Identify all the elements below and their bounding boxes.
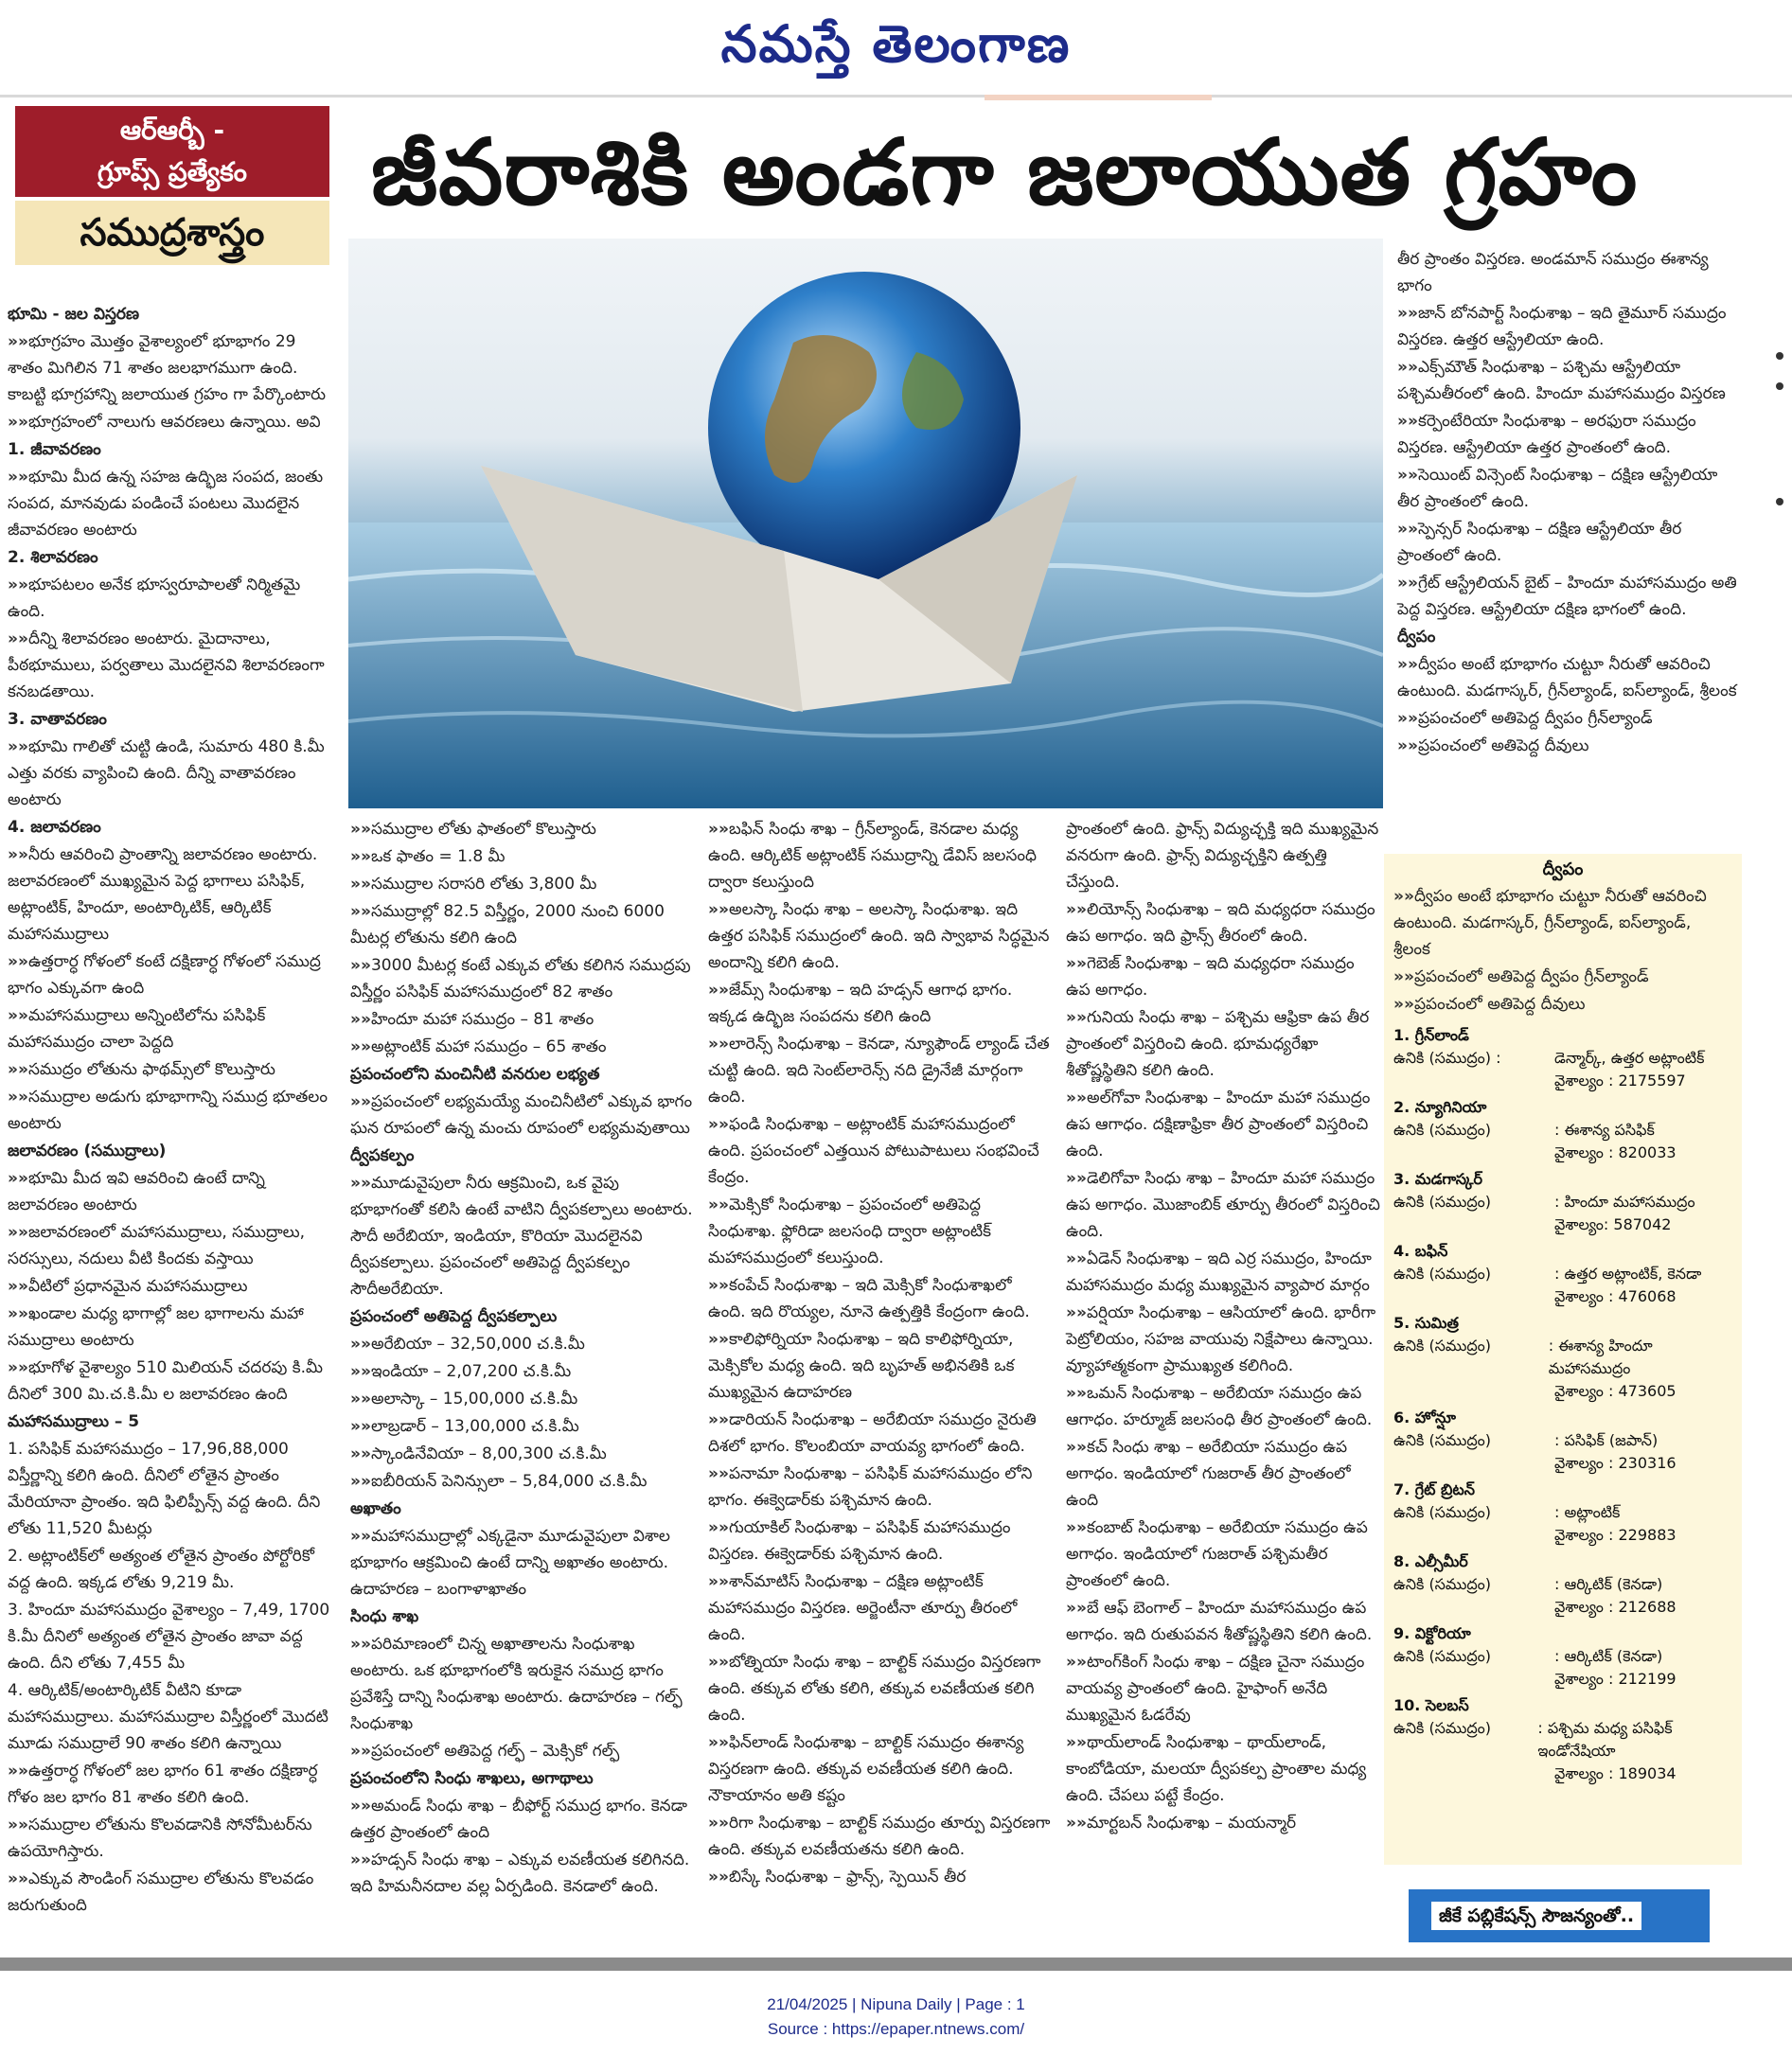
island-location: డెన్మార్క్, ఉత్తర అట్లాంటిక్	[1554, 1049, 1705, 1067]
paragraph: »» శాన్‌మాటిస్ సింధుశాఖ – దక్షిణ అట్లాంటిక్ మహాసముద్రం విస్తరణ. అర్జెంటీనా తూర్పు తీరంలో ఉంది.	[708, 1568, 1051, 1648]
island-location: : ఆర్కిటిక్ (కెనడా)	[1554, 1575, 1663, 1593]
island-entry	[1393, 1622, 1732, 1691]
article-headline: జీవరాశికి అండగా జలాయుత గ్రహం	[371, 118, 1639, 225]
paragraph: »» బే ఆఫ్ బెంగాల్ – హిందూ మహాసముద్రం ఉప అగాధం. ఇది రుతుపవన శీతోష్ణస్థితిని కలిగి ఉంది.	[1066, 1595, 1380, 1648]
island-name: 3. మడగాస్కర్	[1393, 1170, 1482, 1188]
paragraph: »» స్పెన్సర్ సింధుశాఖ – దక్షిణ ఆస్ట్రేలియా తీర ప్రాంతంలో ఉంది.	[1397, 516, 1742, 569]
masthead	[0, 0, 1792, 95]
island-name: 8. ఎల్సీమీర్	[1393, 1552, 1468, 1570]
section-heading: 1. జీవావరణం	[8, 440, 101, 459]
island-entry	[1393, 1168, 1732, 1236]
islands-list	[1384, 1019, 1742, 1785]
paragraph: »» స్కాండినేవియా – 8,00,300 చ.కి.మీ	[350, 1441, 693, 1467]
island-location: : పశ్చిమ మధ్య పసిఫిక్ ఇండోనేషియా	[1537, 1719, 1673, 1760]
paragraph: »» రిగా సింధుశాఖ – బాల్టిక్ సముద్రం తూర్పు విస్తరణగా ఉంది. తక్కువ లవణీయతను కలిగి ఉంది.	[708, 1810, 1051, 1863]
island-location: : పసిఫిక్ (జపాన్)	[1554, 1431, 1659, 1449]
section-heading: అఖాతం	[350, 1499, 401, 1518]
paragraph: »» జేమ్స్ సింధుశాఖ – ఇది హడ్సన్ ఆగాధ భాగం. ఇక్కడ ఉద్భిజ సంపదను కలిగి ఉంది	[708, 977, 1051, 1030]
island-area: వైశాల్యం : 820033	[1554, 1143, 1677, 1161]
paragraph: »» ఎక్స్‌మౌత్ సింధుశాఖ – పశ్చిమ ఆస్ట్రేలియా పశ్చిమతీరంలో ఉంది. హిందూ మహాసముద్రం విస్తరణ	[1397, 354, 1742, 407]
paragraph: »» ఒమన్ సింధుశాఖ – అరేబియా సముద్రం ఉప ఆగాధం. హర్మూజ్ జలసంధి తీర ప్రాంతంలో ఉంది.	[1066, 1380, 1380, 1433]
paragraph: »» ఇండియా – 2,07,200 చ.కి.మీ	[350, 1358, 693, 1385]
paragraph: »» లియోన్స్ సింధుశాఖ – ఇది మధ్యధరా సముద్రం ఉప అగాధం. ఇది ఫ్రాన్స్ తీరంలో ఉంది.	[1066, 896, 1380, 949]
islands-box-title: ద్వీపం	[1542, 859, 1584, 879]
paragraph: »» ఏడెన్ సింధుశాఖ – ఇది ఎర్ర సముద్రం, హిందూ మహాసముద్రం మధ్య ముఖ్యమైన వ్యాపార మార్గం	[1066, 1246, 1380, 1299]
margin-dot	[1776, 498, 1783, 505]
globe-boat-illustration	[348, 239, 1383, 808]
badge-line-2: గ్రూప్స్ ప్రత్యేకం	[97, 156, 247, 187]
paragraph: »» అట్లాంటిక్ మహా సముద్రం – 65 శాతం	[350, 1034, 693, 1060]
paragraph: »» బిస్కే సింధుశాఖ – ఫ్రాన్స్, స్పెయిన్ తీర	[708, 1864, 1051, 1890]
paragraph: ప్రాంతంలో ఉంది. ఫ్రాన్స్ విద్యుచ్ఛక్తి ఇది ముఖ్యమైన వనరుగా ఉంది. ఫ్రాన్స్ విద్యుచ్ఛక్తిని ఉత్పత్తి చేస్తుంది.	[1066, 820, 1379, 892]
paragraph: »» ప్రపంచంలో అతిపెద్ద దీవులు	[1393, 991, 1732, 1018]
paragraph: »» అరేబియా – 32,50,000 చ.కి.మీ	[350, 1331, 693, 1357]
paragraph: »» భూపటలం అనేక భూస్వరూపాలతో నిర్మితమై ఉంది.	[8, 572, 333, 625]
section-heading: 3. వాతావరణం	[8, 710, 107, 729]
island-location-label: ఉనికి (సముద్రం)	[1393, 1193, 1492, 1211]
paragraph: »» ద్వీపం అంటే భూభాగం చుట్టూ నీరుతో ఆవరించి ఉంటుంది. మడగాస్కర్, గ్రీన్‌ల్యాండ్, ఐస్‌ల్యాండ్, శ్రీలంక	[1397, 651, 1742, 704]
paragraph: »» హడ్సన్ సింధు శాఖ – ఎక్కువ లవణీయత కలిగినది. ఇది హిమనీనదాల వల్ల ఏర్పడింది. కెనడాలో ఉంది.	[350, 1847, 693, 1900]
paragraph: »» పనామా సింధుశాఖ – పసిఫిక్ మహాసముద్రం లోని భాగం. ఈక్వెడార్‌కు పశ్చిమాన ఉంది.	[708, 1461, 1051, 1514]
island-area: వైశాల్యం : 229883	[1554, 1526, 1677, 1544]
island-location: : ఆర్కిటిక్ (కెనడా)	[1554, 1647, 1663, 1665]
paragraph: »» ఎక్కువ సౌండింగ్ సముద్రాల లోతును కొలవడం జరుగుతుంది	[8, 1866, 333, 1919]
paragraph: »» సముద్రం లోతును ఫాథమ్స్‌లో కొలుస్తారు	[8, 1056, 333, 1083]
island-location-row	[1393, 1429, 1732, 1452]
island-name: 5. సుమిత్ర	[1393, 1314, 1459, 1332]
island-area: వైశాల్యం: 587042	[1554, 1215, 1672, 1233]
paragraph: »» మహాసముద్రాలు అన్నింటిలోను పసిఫిక్ మహాసముద్రం చాలా పెద్దది	[8, 1002, 333, 1055]
island-location-label: ఉనికి (సముద్రం)	[1393, 1337, 1492, 1355]
island-entry	[1393, 1407, 1732, 1475]
island-name: 10. సెలబస్	[1393, 1696, 1469, 1714]
paragraph: »» ప్రపంచంలో అతిపెద్ద గల్ఫ్ – మెక్సికో గల్ఫ్	[350, 1738, 693, 1764]
paragraph: »» గెబెజ్ సింధుశాఖ – ఇది మధ్యధరా సముద్రం ఉప అగాధం.	[1066, 950, 1380, 1003]
paragraph: 1. పసిఫిక్ మహాసముద్రం – 17,96,88,000 విస్తీర్ణాన్ని కలిగి ఉంది. దీనిలో లోతైన ప్రాంతం మేరియానా ప్రాంతం. ఇది ఫిలిప్పీన్స్ వద్ద ఉంది. దీని లోతు 11,520 మీటర్లు	[8, 1440, 321, 1538]
paragraph: 4. ఆర్కిటిక్/అంటార్కిటిక్ వీటిని కూడా మహాసముద్రాలు. మహాసముద్రాల విస్తీర్ణంలో మొదటి మూడు సముద్రాలే 90 శాతం కలిగి ఉన్నాయి	[8, 1681, 328, 1753]
paragraph: »» ఫండి సింధుశాఖ – అట్లాంటిక్ మహాసముద్రంలో ఉంది. ప్రపంచంలో ఎత్తయిన పోటుపాటులు సంభవించే కేంద్రం.	[708, 1111, 1051, 1191]
section-heading: జలావరణం (సముద్రాలు)	[8, 1142, 167, 1160]
island-location: : ఉత్తర అట్లాంటిక్, కెనడా	[1554, 1265, 1702, 1283]
island-area: వైశాల్యం : 2175597	[1554, 1072, 1686, 1090]
island-location-row	[1393, 1047, 1732, 1070]
section-heading: సింధు శాఖ	[350, 1607, 419, 1626]
paragraph: »» భూమి మీద ఉన్న సహజ ఉద్భిజ సంపద, జంతు సంపద, మానవుడు పండించే పంటలు మొదలైన జీవావరణం అంటారు	[8, 464, 333, 543]
section-heading: మహాసముద్రాలు – 5	[8, 1412, 140, 1431]
paragraph: »» డారియన్ సింధుశాఖ – అరేబియా సముద్రం నైరుతి దిశలో భాగం. కొలంబియా వాయవ్య భాగంలో ఉంది.	[708, 1407, 1051, 1460]
islands-intro	[1384, 883, 1742, 1018]
paragraph: »» కాలిఫోర్నియా సింధుశాఖ – ఇది కాలిఫోర్నియా, మెక్సికోల మధ్య ఉంది. ఇది బృహత్ అభినతికి ఒక ముఖ్యమైన ఉదాహరణ	[708, 1326, 1051, 1406]
island-location-row	[1393, 1573, 1732, 1596]
paragraph: »» సెయింట్ విన్సెంట్ సింధుశాఖ – దక్షిణ ఆస్ట్రేలియా తీర ప్రాంతంలో ఉంది.	[1397, 462, 1742, 515]
island-entry	[1393, 1240, 1732, 1308]
islands-info-box	[1384, 854, 1742, 1865]
section-heading: 2. శిలావరణం	[8, 548, 98, 567]
island-location: : హిందూ మహాసముద్రం	[1554, 1193, 1695, 1211]
footer-bar	[0, 1958, 1792, 1971]
section-heading: ప్రపంచంలోని మంచినీటి వనరుల లభ్యత	[350, 1065, 600, 1084]
island-location-label: ఉనికి (సముద్రం)	[1393, 1121, 1492, 1139]
island-name: 7. గ్రేట్ బ్రిటన్	[1393, 1480, 1475, 1498]
paragraph: »» పర్షియా సింధుశాఖ – ఆసియాలో ఉంది. భారీగా పెట్రోలియం, సహజ వాయువు నిక్షేపాలు ఉన్నాయి. వ్యూహాత్మకంగా ప్రాముఖ్యత కలిగింది.	[1066, 1300, 1380, 1379]
margin-dot	[1776, 382, 1783, 390]
section-heading: ద్వీపం	[1397, 628, 1436, 647]
paragraph: »» సముద్రాల్లో 82.5 విస్తీర్ణం, 2000 నుంచి 6000 మీటర్ల లోతును కలిగి ఉంది	[350, 898, 693, 951]
footer-source: Source : https://epaper.ntnews.com/	[767, 2020, 1025, 2038]
paragraph: »» మెక్సికో సింధుశాఖ – ప్రపంచంలో అతిపెద్ద సింధుశాఖ. ఫ్లోరిడా జలసంధి ద్వారా అట్లాంటిక్ మహాసముద్రంలో కలుస్తుంది.	[708, 1192, 1051, 1271]
paragraph: »» మూడువైపులా నీరు ఆక్రమించి, ఒక వైపు భూభాగంతో కలిసి ఉంటే వాటిని ద్వీపకల్పాలు అంటారు. సౌదీ అరేబియా, ఇండియా, కొరియా మొదలైనవి ద్వీపకల్పాలు. ప్రపంచంలో అతిపెద్ద ద్వీపకల్పం సౌదీఅరేబియా.	[350, 1170, 693, 1302]
section-heading: ప్రపంచంలోని సింధు శాఖలు, అగాథాలు	[350, 1769, 594, 1788]
island-location-row	[1393, 1717, 1732, 1763]
paragraph: 2. అట్లాంటిక్‌లో అత్యంత లోతైన ప్రాంతం పోర్టోరికో వద్ద ఉంది. ఇక్కడ లోతు 9,219 మీ.	[8, 1547, 314, 1592]
paragraph: »» థాయ్‌లాండ్ సింధుశాఖ – థాయ్‌లాండ్, కాంబోడియా, మలయా ద్వీపకల్ప ప్రాంతాల మధ్య ఉంది. చేపలు పట్టే కేంద్రం.	[1066, 1729, 1380, 1809]
paragraph: »» అలస్కా సింధు శాఖ – అలస్కా సింధుశాఖ. ఇది ఉత్తర పసిఫిక్ సముద్రంలో ఉంది. ఇది స్వాభావ సిద్ధమైన అందాన్ని కలిగి ఉంది.	[708, 896, 1051, 976]
paragraph: »» ఐబీరియన్ పెనిన్సులా – 5,84,000 చ.కి.మీ	[350, 1468, 693, 1495]
island-location-row	[1393, 1335, 1732, 1380]
paragraph: »» డెలిగోవా సింధు శాఖ – హిందూ మహా సముద్రం ఉప అగాధం. మొజాంబిక్ తూర్పు తీరంలో విస్తరించి ఉంది.	[1066, 1165, 1380, 1245]
island-location-row	[1393, 1501, 1732, 1524]
paragraph: »» అమండ్ సింధు శాఖ – బీఫోర్ట్ సముద్ర భాగం. కెనడా ఉత్తర ప్రాంతంలో ఉంది	[350, 1793, 693, 1846]
paragraph: »» గ్రేట్ ఆస్ట్రేలియన్ బైట్ – హిందూ మహాసముద్రం అతి పెద్ద విస్తరణ. ఆస్ట్రేలియా దక్షిణ భాగంలో ఉంది.	[1397, 570, 1742, 623]
island-location-label: ఉనికి (సముద్రం)	[1393, 1265, 1492, 1283]
paragraph: »» బోత్నియా సింధు శాఖ – బాల్టిక్ సముద్రం విస్తరణగా ఉంది. తక్కువ లోతు కలిగి, తక్కువ లవణీయత కలిగి ఉంది.	[708, 1649, 1051, 1728]
paragraph: »» బఫిన్ సింధు శాఖ – గ్రీన్‌ల్యాండ్, కెనడాల మధ్య ఉంది. ఆర్కిటిక్ అట్లాంటిక్ సముద్రాన్ని డేవిస్ జలసంధి ద్వారా కలుస్తుంది	[708, 816, 1051, 895]
section-heading: భూమి - జల విస్తరణ	[8, 305, 139, 324]
exam-badge	[15, 106, 329, 197]
island-area: వైశాల్యం : 230316	[1554, 1454, 1677, 1472]
paragraph: »» ఉత్తరార్ధ గోళంలో జల భాగం 61 శాతం దక్షిణార్ధ గోళం జల భాగం 81 శాతం కలిగి ఉంది.	[8, 1758, 333, 1811]
paragraph: »» గుయాకిల్ సింధుశాఖ – పసిఫిక్ మహాసముద్రం విస్తరణ. ఈక్వెడార్‌కు పశ్చిమాన ఉంది.	[708, 1515, 1051, 1568]
paragraph: »» మార్టబన్ సింధుశాఖ – మయన్మార్	[1066, 1810, 1380, 1836]
paragraph: »» లారెన్స్ సింధుశాఖ – కెనడా, న్యూఫౌండ్ ల్యాండ్ చేత చుట్టి ఉంది. ఇది సెంట్‌లారెన్స్ నది డ్రైనేజీ మార్గంగా ఉంది.	[708, 1031, 1051, 1110]
paragraph: »» సముద్రాల అడుగు భూభాగాన్ని సముద్ర భూతలం అంటారు	[8, 1084, 333, 1137]
island-location-label: ఉనికి (సముద్రం)	[1393, 1647, 1492, 1665]
island-name: 4. బఫిన్	[1393, 1242, 1448, 1260]
island-name: 2. న్యూగినియా	[1393, 1098, 1487, 1116]
paragraph: »» ఫిన్‌లాండ్ సింధుశాఖ – బాల్టిక్ సముద్రం ఈశాన్య విస్తరణగా ఉంది. తక్కువ లవణీయత కలిగి ఉంది. నౌకాయానం అతి కష్టం	[708, 1729, 1051, 1809]
paragraph: »» కంబాట్ సింధుశాఖ – అరేబియా సముద్రం ఉప అగాధం. ఇండియాలో గుజరాత్ పశ్చిమతీర ప్రాంతంలో ఉంది.	[1066, 1515, 1380, 1594]
island-location: : ఈశాన్య పసిఫిక్	[1554, 1121, 1655, 1139]
island-area: వైశాల్యం : 212199	[1554, 1670, 1677, 1688]
paragraph: »» ఖండాల మధ్య భాగాల్లో జల భాగాలను మహా సముద్రాలు అంటారు	[8, 1301, 333, 1354]
masthead-divider	[0, 95, 1792, 97]
paragraph: 3. హిందూ మహాసముద్రం వైశాల్యం – 7,49, 1700 కి.మీ దీనిలో అత్యంత లోతైన ప్రాంతం జావా వద్ద ఉంది. దీని లోతు 7,455 మీ	[8, 1601, 330, 1673]
island-location-label: ఉనికి (సముద్రం) :	[1393, 1049, 1501, 1067]
paragraph: »» భూగ్రహం మొత్తం వైశాల్యంలో భూభాగం 29 శాతం మిగిలిన 71 శాతం జలభాగముగా ఉంది. కాబట్టి భూగ్రహాన్ని జలాయుత గ్రహం గా పేర్కొంటారు	[8, 328, 333, 408]
island-area: వైశాల్యం : 473605	[1554, 1382, 1677, 1400]
island-area: వైశాల్యం : 189034	[1554, 1764, 1677, 1782]
column-3	[708, 816, 1051, 1891]
paragraph: తీర ప్రాంతం విస్తరణ. అండమాన్ సముద్రం ఈశాన్య భాగం	[1397, 250, 1709, 295]
island-name: 6. హోన్షూ	[1393, 1408, 1456, 1426]
island-location-row	[1393, 1119, 1732, 1142]
section-heading: ద్వీపకల్పం	[350, 1146, 415, 1165]
island-entry	[1393, 1024, 1732, 1092]
margin-dot	[1776, 352, 1783, 360]
island-entry	[1393, 1479, 1732, 1547]
paragraph: »» నీరు ఆవరించి ప్రాంతాన్ని జలావరణం అంటారు. జలావరణంలో ముఖ్యమైన పెద్ద భాగాలు పసిఫిక్, అట్లాంటిక్, హిందూ, అంటార్కిటిక్, ఆర్కిటిక్ మహాసముద్రాలు	[8, 841, 333, 948]
paragraph: »» అలాస్కా – 15,00,000 చ.కి.మీ	[350, 1386, 693, 1412]
island-location-row	[1393, 1191, 1732, 1214]
paragraph: »» కర్పెంటేరియా సింధుశాఖ – అరఫురా సముద్రం విస్తరణ. ఆస్ట్రేలియా ఉత్తర ప్రాంతంలో ఉంది.	[1397, 408, 1742, 461]
island-location-label: ఉనికి (సముద్రం)	[1393, 1719, 1492, 1737]
paragraph: »» జలావరణంలో మహాసముద్రాలు, సముద్రాలు, సరస్సులు, నదులు వీటి కిందకు వస్తాయి	[8, 1219, 333, 1272]
island-entry	[1393, 1550, 1732, 1619]
island-location-label: ఉనికి (సముద్రం)	[1393, 1503, 1492, 1521]
paragraph: »» భూమి మీద ఇవి ఆవరించి ఉంటే దాన్ని జలావరణం అంటారు	[8, 1165, 333, 1218]
column-4	[1066, 816, 1380, 1837]
paragraph: »» ఉత్తరార్ధ గోళంలో కంటే దక్షిణార్ధ గోళంలో సముద్ర భాగం ఎక్కువగా ఉంది	[8, 948, 333, 1001]
paragraph: »» గునియ సింధు శాఖ – పశ్చిమ ఆఫ్రికా ఉప తీర ప్రాంతంలో విస్తరించి ఉంది. భూమధ్యరేఖా శీతోష్ణస్థితిని కలిగి ఉంది.	[1066, 1004, 1380, 1084]
paragraph: »» హిందూ మహా సముద్రం – 81 శాతం	[350, 1006, 693, 1033]
paragraph: »» అల్‌గోవా సింధుశాఖ – హిందూ మహా సముద్రం ఉప ఆగాధం. దక్షిణాఫ్రికా తీర ప్రాంతంలో విస్తరించి ఉంది.	[1066, 1085, 1380, 1164]
paragraph: »» కచ్ సింధు శాఖ – అరేబియా సముద్రం ఉప అగాధం. ఇండియాలో గుజరాత్ తీర ప్రాంతంలో ఉంది	[1066, 1434, 1380, 1514]
column-5	[1397, 246, 1742, 760]
paragraph: »» ద్వీపం అంటే భూభాగం చుట్టూ నీరుతో ఆవరించి ఉంటుంది. మడగాస్కర్, గ్రీన్‌ల్యాండ్, ఐస్‌ల్యాండ్, శ్రీలంక	[1393, 883, 1732, 963]
accent-bar	[985, 95, 1212, 100]
island-name: 1. గ్రీన్‌లాండ్	[1393, 1026, 1469, 1044]
paragraph: »» 3000 మీటర్ల కంటే ఎక్కువ లోతు కలిగిన సముద్రపు విస్తీర్ణం పసిఫిక్ మహాసముద్రంలో 82 శాతం	[350, 952, 693, 1005]
paragraph: »» భూగోళ వైశాల్యం 510 మిలియన్ చదరపు కి.మీ దీనిలో 300 మి.చ.కి.మీ ల జలావరణం ఉంది	[8, 1355, 333, 1408]
paragraph: »» మహాసముద్రాల్లో ఎక్కడైనా మూడువైపులా విశాల భూభాగం ఆక్రమించి ఉంటే దాన్ని అఖాతం అంటారు. ఉదాహరణ – బంగాళాఖాతం	[350, 1523, 693, 1603]
paragraph: »» లాబ్రడార్ – 13,00,000 చ.కి.మీ	[350, 1413, 693, 1440]
section-heading: ప్రపంచంలో అతిపెద్ద ద్వీపకల్పాలు	[350, 1307, 558, 1326]
paragraph: »» భూగ్రహంలో నాలుగు ఆవరణలు ఉన్నాయి. అవి	[8, 409, 333, 435]
island-entry	[1393, 1312, 1732, 1403]
page-footer	[0, 1993, 1792, 2042]
paragraph: »» సముద్రాల లోతు ఫాతంలో కొలుస్తారు	[350, 816, 693, 842]
footer-date-page: 21/04/2025 | Nipuna Daily | Page : 1	[767, 1995, 1025, 2013]
paragraph: »» ఒక ఫాతం = 1.8 మీ	[350, 843, 693, 870]
hero-image-globe-paper-boat	[348, 239, 1383, 808]
island-name: 9. విక్టోరియా	[1393, 1624, 1471, 1642]
paragraph: »» దీన్ని శిలావరణం అంటారు. మైదానాలు, పీఠభూములు, పర్వతాలు మొదలైనవి శిలావరణంగా కనబడతాయి.	[8, 626, 333, 705]
badge-line-1: ఆర్ఆర్బీ -	[119, 115, 225, 146]
paragraph: »» పరిమాణంలో చిన్న అఖాతాలను సింధుశాఖ అంటారు. ఒక భూభాగంలోకి ఇరుకైన సముద్ర భాగం ప్రవేశిస్తే దాన్ని సింధుశాఖ అంటారు. ఉదాహరణ – గల్ఫ్ సింధుశాఖ	[350, 1631, 693, 1737]
paragraph: »» సముద్రాల సరాసరి లోతు 3,800 మీ	[350, 871, 693, 897]
paragraph: »» జాన్ బోనపార్ట్ సింధుశాఖ – ఇది తైమూర్ సముద్రం విస్తరణ. ఉత్తర ఆస్ట్రేలియా ఉంది.	[1397, 300, 1742, 353]
subject-badge: సముద్రశాస్త్రం	[15, 201, 329, 265]
paragraph: »» ప్రపంచంలో అతిపెద్ద దీవులు	[1397, 733, 1742, 759]
island-location-label: ఉనికి (సముద్రం)	[1393, 1431, 1492, 1449]
island-location: : ఈశాన్య హిందూ మహాసముద్రం	[1548, 1337, 1653, 1377]
column-1	[8, 301, 333, 1920]
newspaper-logo: నమస్తే తెలంగాణ	[720, 13, 1072, 74]
paragraph: »» ప్రపంచంలో అతిపెద్ద ద్వీపం గ్రీన్‌ల్యాండ్	[1397, 705, 1742, 732]
island-area: వైశాల్యం : 476068	[1554, 1287, 1677, 1305]
island-entry	[1393, 1694, 1732, 1785]
paragraph: »» సముద్రాల లోతును కొలవడానికి సోనోమీటర్‌ను ఉపయోగిస్తారు.	[8, 1812, 333, 1865]
island-location-row	[1393, 1645, 1732, 1668]
island-entry	[1393, 1096, 1732, 1164]
paragraph: »» టాంగ్‌కింగ్ సింధు శాఖ – దక్షిణ చైనా సముద్రం వాయవ్య ప్రాంతంలో ఉంది. హైఫాంగ్ అనేది ముఖ్యమైన ఓడరేవు	[1066, 1649, 1380, 1728]
section-heading: 4. జలావరణం	[8, 818, 101, 837]
publication-credit: జీకే పబ్లికేషన్స్ సౌజన్యంతో..	[1409, 1889, 1710, 1942]
island-location-label: ఉనికి (సముద్రం)	[1393, 1575, 1492, 1593]
paragraph: »» వీటిలో ప్రధానమైన మహాసముద్రాలు	[8, 1273, 333, 1300]
paragraph: »» భూమి గాలితో చుట్టి ఉండి, సుమారు 480 కి.మీ ఎత్తు వరకు వ్యాపించి ఉంది. దీన్ని వాతావరణం అంటారు	[8, 734, 333, 813]
column-2	[350, 816, 693, 1901]
paragraph: »» కంపేచ్ సింధుశాఖ – ఇది మెక్సికో సింధుశాఖలో ఉంది. ఇది రొయ్యల, నూనె ఉత్పత్తికి కేంద్రంగా ఉంది.	[708, 1272, 1051, 1325]
island-area: వైశాల్యం : 212688	[1554, 1598, 1677, 1616]
paragraph: »» ప్రపంచంలో లభ్యమయ్యే మంచినీటిలో ఎక్కువ భాగం ఘన రూపంలో ఉన్న మంచు రూపంలో లభ్యమవుతాయి	[350, 1089, 693, 1142]
island-location: : అట్లాంటిక్	[1554, 1503, 1621, 1521]
island-location-row	[1393, 1263, 1732, 1285]
paragraph: »» ప్రపంచంలో అతిపెద్ద ద్వీపం గ్రీన్‌ల్యాండ్	[1393, 964, 1732, 990]
